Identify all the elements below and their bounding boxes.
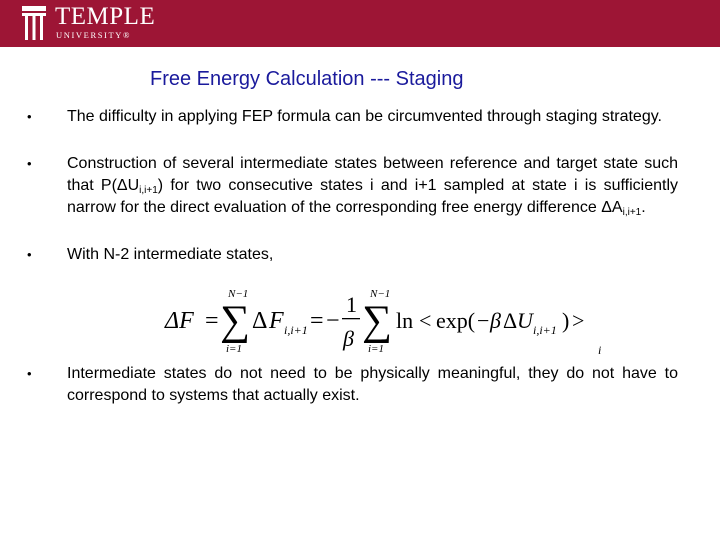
average-subscript: i [598, 343, 602, 357]
f-subscript: i,i+1 [284, 323, 308, 337]
exp-function: exp( [436, 308, 476, 333]
bullet-icon: • [27, 109, 32, 124]
paren-close: ) [562, 308, 570, 333]
bullet-text-part: . [641, 199, 646, 216]
delta-symbol: Δ [503, 308, 518, 333]
angle-bracket-close: > [572, 308, 585, 333]
formula-equals: = [310, 308, 324, 334]
subscript: i,i+1 [139, 185, 158, 196]
subscript: i,i+1 [622, 207, 642, 218]
beta-symbol: β [490, 308, 501, 333]
delta-symbol: Δ [252, 308, 268, 334]
bullet-icon: • [27, 156, 32, 171]
sum-lower-limit: i=1 [368, 343, 384, 355]
sum-sign-icon: ∑ [220, 298, 250, 344]
sum-lower-limit: i=1 [226, 343, 242, 355]
formula-equals: = [205, 308, 219, 334]
bullet-text: The difficulty in applying FEP formula can be circumvented through staging strategy. [67, 108, 662, 125]
fraction-bar [342, 318, 360, 319]
bullet-text-part: ) for two consecutive states i and i+1 sampled at state i is sufficiently narrow for the direct evaluation of the corresponding free energy difference ΔA [67, 177, 679, 216]
slide-title: Free Energy Calculation --- Staging [150, 68, 464, 90]
bullet-text-part: Construction of several intermediate states between reference and target state such that P(ΔU [67, 155, 678, 194]
bullet-item [27, 244, 678, 266]
header-bar [0, 0, 720, 47]
fraction-numerator: 1 [346, 292, 357, 317]
energy-u: U [517, 308, 533, 333]
brand-subtitle: UNIVERSITY® [56, 30, 132, 40]
sum-sign-icon: ∑ [362, 298, 392, 344]
temple-t-logo-icon [22, 6, 46, 40]
brand-name: TEMPLE [55, 3, 156, 30]
minus-sign: − [326, 308, 340, 334]
fraction-denominator: β [343, 326, 354, 351]
bullet-item [27, 106, 678, 128]
bullet-text: With N-2 intermediate states, [67, 246, 274, 263]
bullet-text: Intermediate states do not need to be physically meaningful, they do not have to correspond to systems that actually exist. [67, 365, 678, 404]
free-energy-f: F [269, 308, 284, 334]
sum-upper-limit: N−1 [228, 288, 249, 300]
u-subscript: i,i+1 [533, 323, 557, 337]
bullet-item [27, 363, 678, 407]
formula-lhs: ΔF [165, 308, 194, 334]
sum-upper-limit: N−1 [370, 288, 391, 300]
bullet-icon: • [27, 366, 32, 381]
bullet-icon: • [27, 247, 32, 262]
ln-function: ln [396, 308, 414, 333]
minus-sign: − [477, 308, 490, 333]
bullet-item [27, 153, 679, 219]
angle-bracket-open: < [419, 308, 432, 333]
staging-formula [160, 282, 610, 362]
